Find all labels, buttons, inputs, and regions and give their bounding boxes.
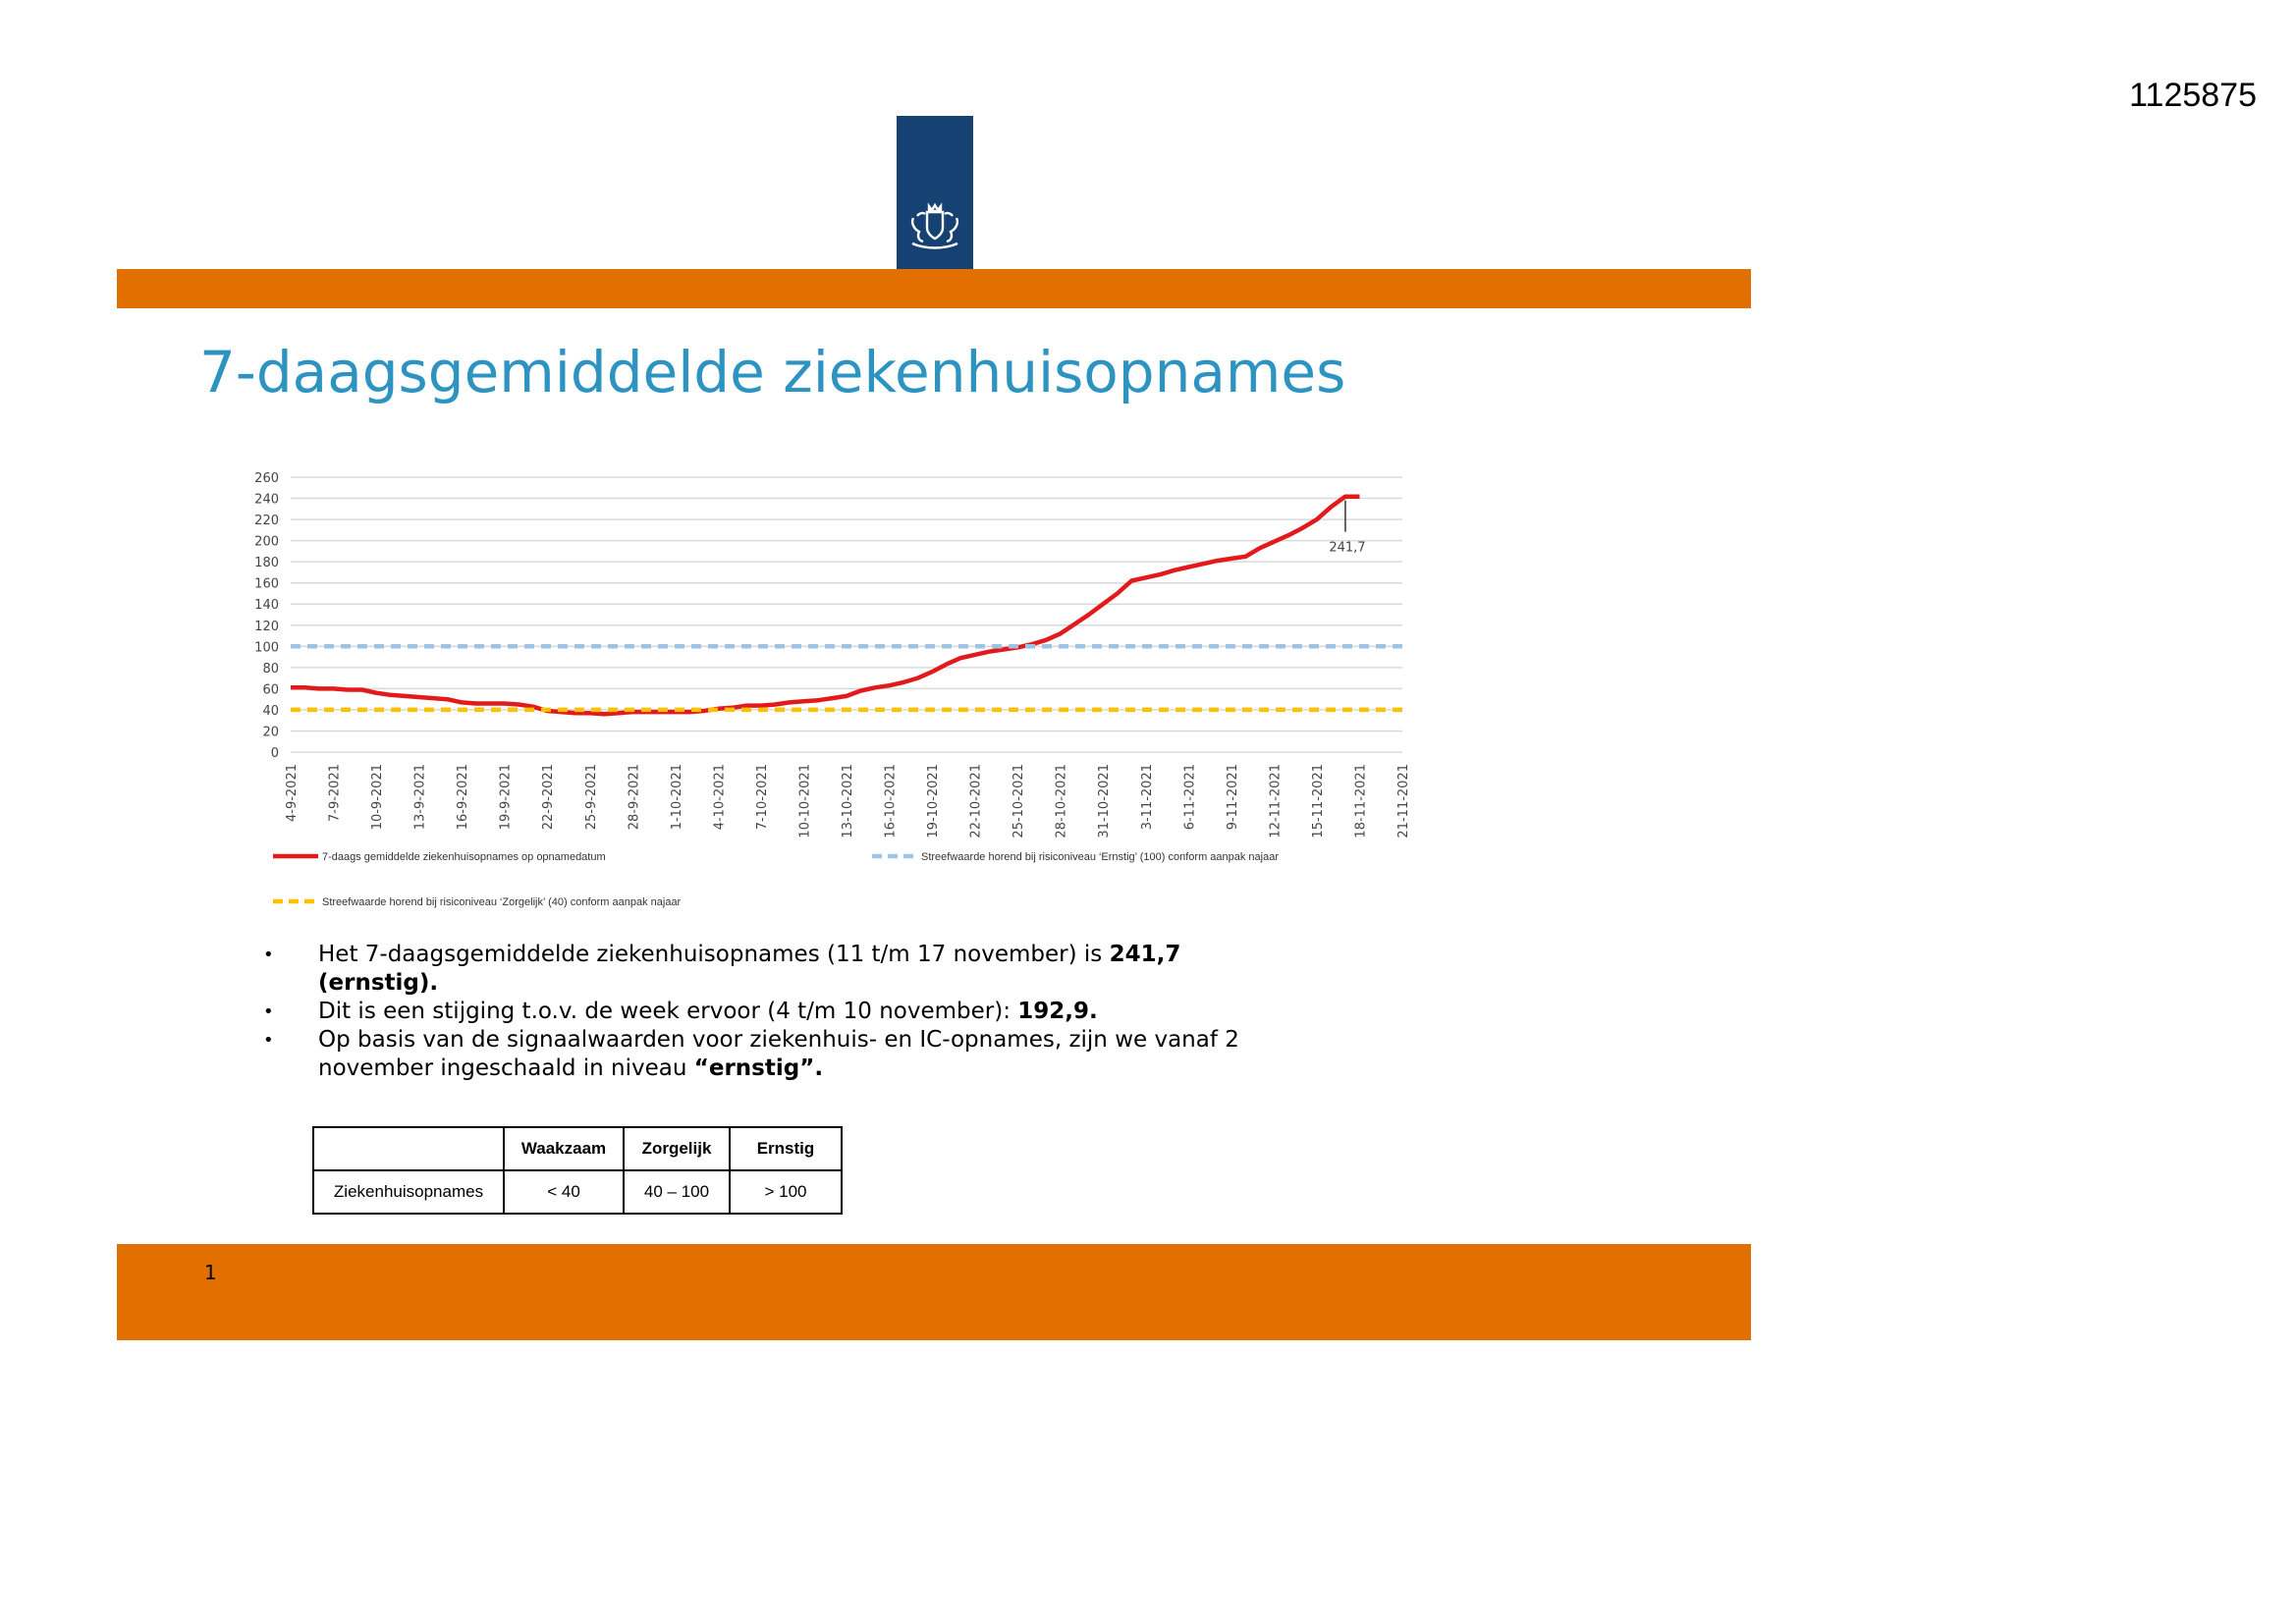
x-tick-label: 28-10-2021 bbox=[1054, 764, 1069, 839]
x-tick-label: 18-11-2021 bbox=[1353, 764, 1369, 839]
x-tick-label: 19-10-2021 bbox=[926, 764, 942, 839]
bullet-item bbox=[261, 941, 1243, 998]
x-tick-label: 13-10-2021 bbox=[841, 764, 855, 839]
table-header-cell bbox=[313, 1127, 504, 1170]
x-tick-label: 25-9-2021 bbox=[583, 764, 599, 831]
y-tick-label: 0 bbox=[270, 746, 279, 761]
bullet-bold: 192,9. bbox=[1017, 999, 1098, 1024]
x-tick-label: 19-9-2021 bbox=[498, 764, 514, 831]
x-tick-label: 15-11-2021 bbox=[1310, 764, 1326, 839]
bullet-bold: “ernstig”. bbox=[693, 1056, 824, 1081]
table-header-cell: Zorgelijk bbox=[624, 1127, 730, 1170]
x-tick-label: 7-10-2021 bbox=[754, 764, 770, 831]
y-tick-label: 180 bbox=[254, 556, 279, 571]
logo-block bbox=[897, 116, 973, 269]
x-tick-label: 16-9-2021 bbox=[456, 764, 471, 831]
annotation-label: 241,7 bbox=[1329, 540, 1366, 556]
table-header-row bbox=[313, 1127, 842, 1170]
y-tick-label: 40 bbox=[262, 703, 279, 719]
x-tick-label: 16-10-2021 bbox=[883, 764, 899, 839]
y-tick-label: 60 bbox=[262, 682, 279, 698]
y-tick-label: 20 bbox=[262, 725, 279, 740]
document-number: 1125875 bbox=[2129, 77, 2257, 114]
table-header-cell: Waakzaam bbox=[504, 1127, 624, 1170]
y-tick-label: 240 bbox=[254, 492, 279, 508]
x-tick-label: 28-9-2021 bbox=[627, 764, 642, 831]
x-tick-label: 7-9-2021 bbox=[327, 764, 343, 823]
y-tick-label: 260 bbox=[254, 471, 279, 486]
x-tick-label: 12-11-2021 bbox=[1268, 764, 1284, 839]
risk-level-table bbox=[312, 1126, 843, 1215]
y-tick-label: 100 bbox=[254, 640, 279, 656]
x-tick-label: 1-10-2021 bbox=[669, 764, 684, 831]
y-tick-label: 200 bbox=[254, 534, 279, 550]
bullet-list bbox=[261, 941, 1243, 1083]
x-tick-label: 4-10-2021 bbox=[712, 764, 728, 831]
x-tick-label: 22-10-2021 bbox=[968, 764, 984, 839]
table-cell: 40 – 100 bbox=[624, 1170, 730, 1214]
y-tick-label: 140 bbox=[254, 598, 279, 614]
x-tick-label: 21-11-2021 bbox=[1396, 764, 1411, 839]
x-tick-label: 10-9-2021 bbox=[370, 764, 386, 831]
y-tick-label: 80 bbox=[262, 661, 279, 677]
y-tick-label: 220 bbox=[254, 514, 279, 529]
legend-label: 7-daags gemiddelde ziekenhuisopnames op opnamedatum bbox=[322, 851, 606, 863]
y-tick-label: 160 bbox=[254, 576, 279, 592]
hospital-admissions-chart bbox=[236, 461, 1414, 913]
series-line bbox=[291, 497, 1360, 715]
bullet-text: Het 7-daagsgemiddelde ziekenhuisopnames (11 t/m 17 november) is bbox=[318, 942, 1110, 967]
bullet-bold: 241,7 (ernstig). bbox=[318, 942, 1181, 996]
x-tick-label: 13-9-2021 bbox=[412, 764, 428, 831]
y-tick-label: 120 bbox=[254, 619, 279, 634]
line-chart bbox=[236, 461, 1414, 913]
table-row bbox=[313, 1170, 842, 1214]
x-tick-label: 10-10-2021 bbox=[797, 764, 813, 839]
page-number: 1 bbox=[204, 1261, 217, 1284]
x-tick-label: 3-11-2021 bbox=[1139, 764, 1155, 831]
table-header-cell: Ernstig bbox=[730, 1127, 842, 1170]
x-tick-label: 6-11-2021 bbox=[1182, 763, 1198, 831]
top-orange-bar bbox=[117, 269, 1751, 308]
table-cell: > 100 bbox=[730, 1170, 842, 1214]
x-tick-label: 31-10-2021 bbox=[1097, 764, 1113, 839]
x-tick-label: 4-9-2021 bbox=[285, 764, 300, 823]
bullet-item bbox=[261, 998, 1243, 1026]
slide-title: 7-daagsgemiddelde ziekenhuisopnames bbox=[199, 339, 1346, 406]
x-tick-label: 25-10-2021 bbox=[1011, 764, 1027, 839]
table-cell: Ziekenhuisopnames bbox=[313, 1170, 504, 1214]
x-tick-label: 22-9-2021 bbox=[541, 764, 557, 831]
legend-label: Streefwaarde horend bij risiconiveau ‘Zorgelijk’ (40) conform aanpak najaar bbox=[322, 896, 682, 908]
dutch-coat-of-arms-icon bbox=[902, 196, 967, 253]
bottom-orange-bar bbox=[117, 1244, 1751, 1340]
legend-label: Streefwaarde horend bij risiconiveau ‘Ernstig’ (100) conform aanpak najaar bbox=[921, 851, 1280, 863]
table-cell: < 40 bbox=[504, 1170, 624, 1214]
bullet-text: Op basis van de signaalwaarden voor ziekenhuis- en IC-opnames, zijn we vanaf 2 november ingeschaald in niveau bbox=[318, 1027, 1239, 1081]
bullet-text: Dit is een stijging t.o.v. de week ervoor (4 t/m 10 november): bbox=[318, 999, 1018, 1024]
bullet-item bbox=[261, 1026, 1243, 1083]
x-tick-label: 9-11-2021 bbox=[1225, 764, 1240, 831]
